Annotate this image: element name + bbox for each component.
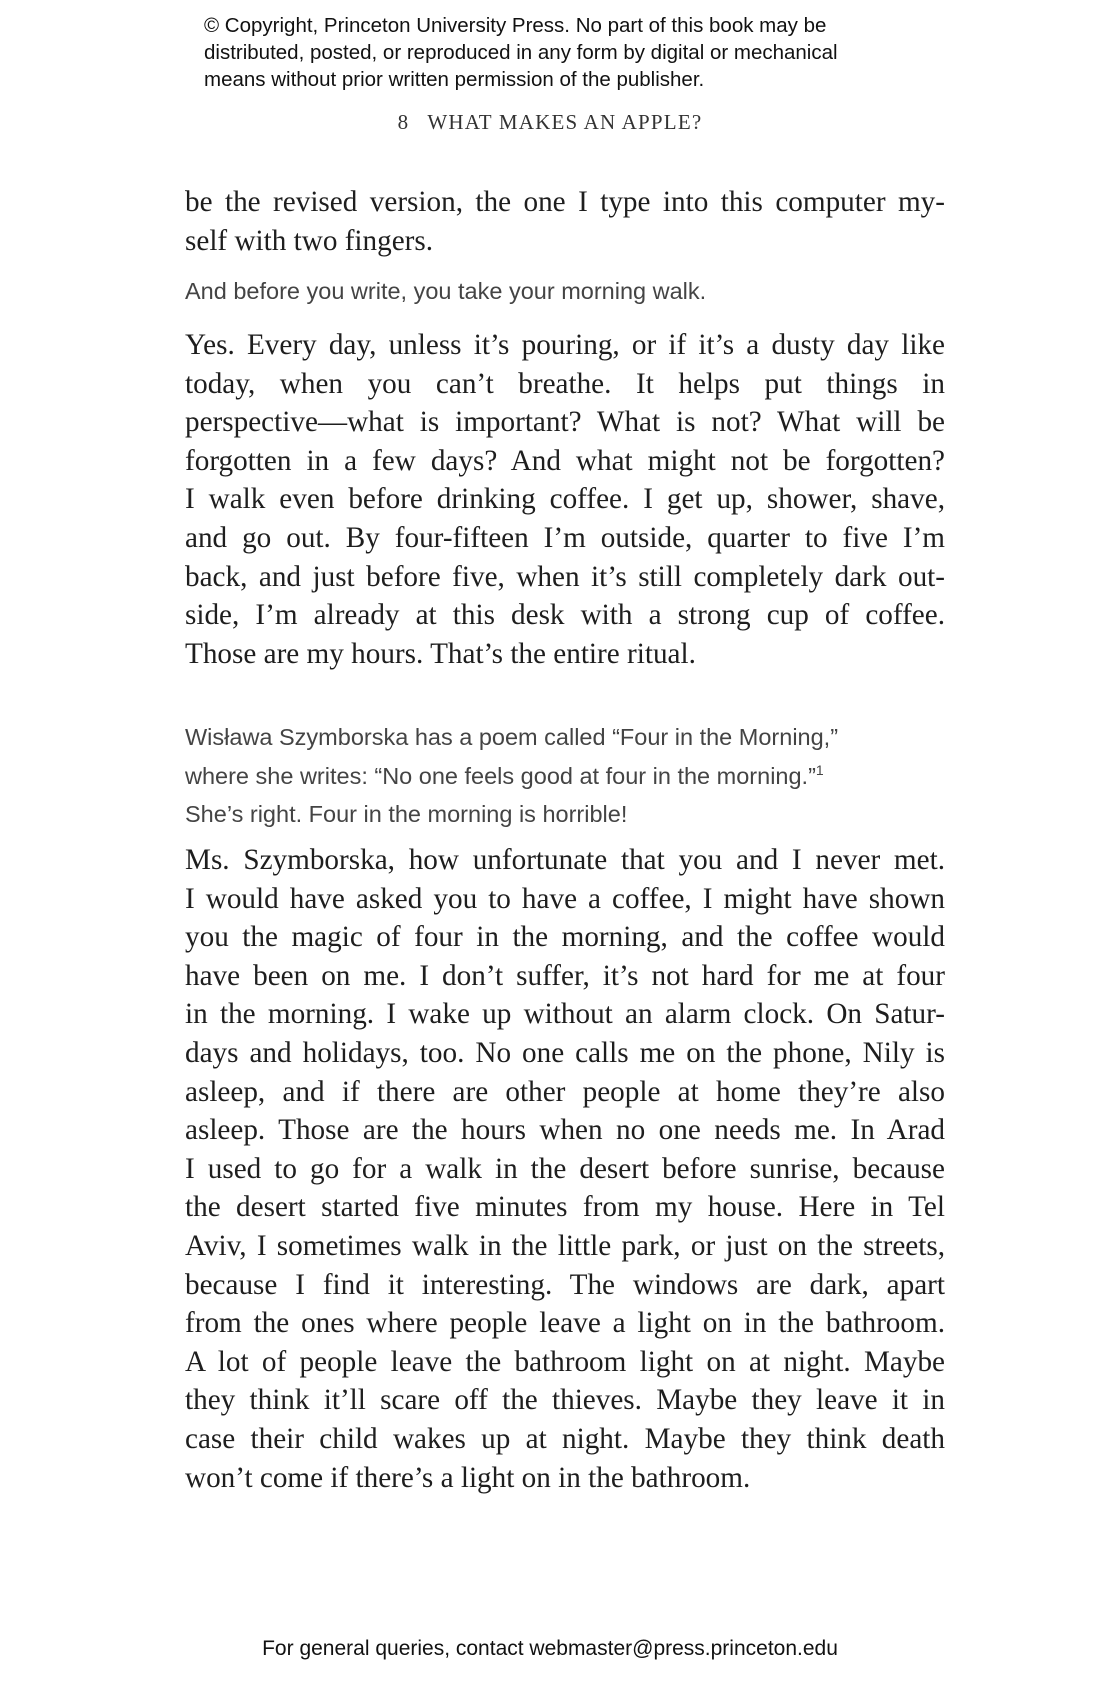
copyright-line: distributed, posted, or reproduced in any form by digital or mechanical [204, 41, 838, 64]
text-line: forgotten in a few days? And what might not be forgotten? [185, 444, 945, 477]
text-line: today, when you can’t breathe. It helps put things in [185, 367, 945, 400]
text-line: A lot of people leave the bathroom light on at night. Maybe [185, 1345, 945, 1378]
running-head [0, 110, 1100, 135]
text-line: self with two fingers. [185, 224, 434, 257]
text-line: won’t come if there’s a light on in the bathroom. [185, 1461, 751, 1494]
continuation-paragraph [185, 183, 945, 260]
text-line: Those are my hours. That’s the entire ritual. [185, 637, 696, 670]
question-line: Wisława Szymborska has a poem called “Four in the Morning,” [185, 724, 839, 750]
text-line: perspective—what is important? What is not? What will be [185, 406, 945, 439]
question-line: She’s right. Four in the morning is horrible! [185, 801, 628, 827]
copyright-notice [204, 12, 924, 93]
copyright-line: means without prior written permission of the publisher. [204, 68, 705, 91]
answer-paragraph [185, 326, 945, 673]
text-line: I would have asked you to have a coffee, I might have shown [185, 882, 945, 915]
text-line: and go out. By four-fifteen I’m outside, quarter to five I’m [185, 521, 945, 554]
page-number: 8 [397, 110, 410, 134]
text-line: because I find it interesting. The windows are dark, apart [185, 1268, 945, 1301]
text-line: you the magic of four in the morning, and the coffee would [185, 921, 945, 954]
interview-question [185, 272, 945, 311]
text-line: I walk even before drinking coffee. I get up, shower, shave, [185, 483, 945, 516]
question-line-text: where she writes: “No one feels good at four in the morning.” [185, 762, 816, 789]
text-line: case their child wakes up at night. Maybe they think death [185, 1422, 945, 1455]
footnote-marker[interactable]: 1 [815, 761, 824, 778]
interview-question [185, 718, 945, 834]
text-line: I used to go for a walk in the desert before sunrise, because [185, 1152, 945, 1185]
footer-contact: For general queries, contact webmaster@press.princeton.edu [262, 1637, 838, 1660]
text-line: have been on me. I don’t suffer, it’s not hard for me at four [185, 959, 945, 992]
text-line: be the revised version, the one I type into this computer my- [185, 186, 945, 218]
text-line: days and holidays, too. No one calls me on the phone, Nily is [185, 1036, 945, 1069]
text-line: in the morning. I wake up without an alarm clock. On Satur- [185, 998, 945, 1031]
text-line: side, I’m already at this desk with a strong cup of coffee. [185, 599, 945, 632]
text-line: Aviv, I sometimes walk in the little park, or just on the streets, [185, 1229, 945, 1262]
question-line [185, 757, 945, 796]
text-line: Yes. Every day, unless it’s pouring, or if it’s a dusty day like [185, 329, 945, 361]
text-line: from the ones where people leave a light on in the bathroom. [185, 1307, 945, 1340]
text-line: asleep, and if there are other people at home they’re also [185, 1075, 945, 1108]
text-line: they think it’ll scare off the thieves. Maybe they leave it in [185, 1384, 945, 1417]
copyright-line: © Copyright, Princeton University Press. No part of this book may be [204, 14, 827, 37]
question-line: And before you write, you take your morning walk. [185, 278, 707, 304]
running-head-title: WHAT MAKES AN APPLE? [427, 110, 703, 134]
text-line: Ms. Szymborska, how unfortunate that you and I never met. [185, 844, 945, 876]
text-line: the desert started five minutes from my house. Here in Tel [185, 1191, 945, 1224]
answer-paragraph [185, 841, 945, 1497]
text-line: back, and just before five, when it’s still completely dark out- [185, 560, 945, 593]
text-line: asleep. Those are the hours when no one needs me. In Arad [185, 1114, 945, 1147]
